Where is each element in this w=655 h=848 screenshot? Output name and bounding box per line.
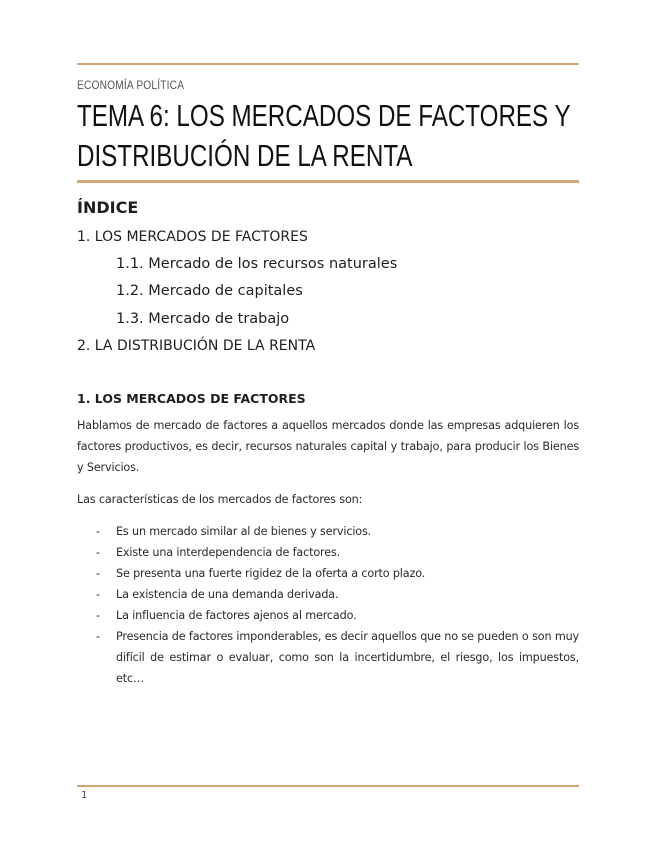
- toc-item-1: 1. LOS MERCADOS DE FACTORES: [77, 229, 308, 245]
- list-item: [77, 626, 579, 689]
- list-item: [77, 542, 579, 563]
- toc-item-1-1: 1.1. Mercado de los recursos naturales: [116, 256, 398, 272]
- index-heading: ÍNDICE: [77, 198, 139, 217]
- list-item-text: La influencia de factores ajenos al mercado.: [116, 609, 357, 622]
- page-title-line-1: TEMA 6: LOS MERCADOS DE FACTORES Y: [77, 98, 571, 133]
- bullet-dash: -: [96, 609, 100, 622]
- subject-label: ECONOMÍA POLÍTICA: [77, 78, 185, 92]
- list-item: [77, 563, 579, 584]
- page-title: [77, 96, 576, 176]
- list-item: [77, 521, 579, 542]
- section-heading: 1. LOS MERCADOS DE FACTORES: [77, 391, 306, 406]
- bullet-dash: -: [96, 525, 100, 538]
- list-item-text: Se presenta una fuerte rigidez de la oferta a corto plazo.: [116, 567, 426, 580]
- bullet-dash: -: [96, 630, 100, 643]
- characteristics-list: [77, 521, 579, 689]
- list-item: [77, 605, 579, 626]
- bullet-dash: -: [96, 588, 100, 601]
- list-item: [77, 584, 579, 605]
- header-top-rule: [77, 63, 579, 65]
- footer-rule: [77, 785, 579, 787]
- header-bottom-rule: [77, 180, 579, 183]
- toc-item-2: 2. LA DISTRIBUCIÓN DE LA RENTA: [77, 338, 316, 354]
- list-item-text: La existencia de una demanda derivada.: [116, 588, 339, 601]
- page-number: 1: [81, 790, 88, 801]
- toc-item-1-3: 1.3. Mercado de trabajo: [116, 311, 290, 327]
- intro-paragraph: Hablamos de mercado de factores a aquellos mercados donde las empresas adquieren los factores productivos, es decir, recursos naturales capital y trabajo, para producir los Bienes y Servicios.: [77, 419, 579, 474]
- list-item-text: Presencia de factores imponderables, es decir aquellos que no se pueden o son muy difícil de estimar o evaluar, como son la incertidumbre, el riesgo, los impuestos, etc…: [116, 630, 579, 685]
- page-title-line-2: DISTRIBUCIÓN DE LA RENTA: [77, 138, 413, 173]
- list-item-text: Existe una interdependencia de factores.: [116, 546, 341, 559]
- bullet-dash: -: [96, 546, 100, 559]
- list-item-text: Es un mercado similar al de bienes y servicios.: [116, 525, 372, 538]
- bullet-dash: -: [96, 567, 100, 580]
- toc-item-1-2: 1.2. Mercado de capitales: [116, 283, 303, 299]
- characteristics-intro: Las características de los mercados de factores son:: [77, 493, 363, 506]
